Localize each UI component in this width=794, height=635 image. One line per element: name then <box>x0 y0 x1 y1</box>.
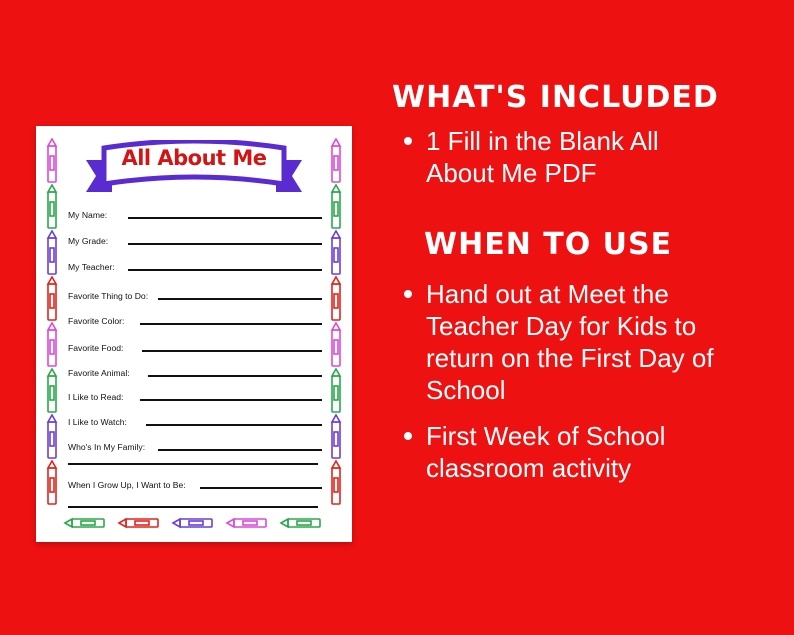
field-label: My Name: <box>68 210 108 220</box>
whats-included-heading: WHAT'S INCLUDED <box>392 80 719 115</box>
when-to-use-item <box>392 278 772 406</box>
field-row-family <box>68 438 322 452</box>
bullet-icon <box>404 432 412 440</box>
fill-line[interactable] <box>146 424 322 426</box>
fill-line[interactable] <box>200 487 322 489</box>
fill-line[interactable] <box>148 375 322 377</box>
field-row-name <box>68 206 322 220</box>
field-row-grow-up <box>68 476 322 490</box>
field-row-like-to-read <box>68 388 322 402</box>
field-row-like-to-watch <box>68 413 322 427</box>
crayon-border-bottom <box>60 516 330 530</box>
included-item-text: 1 Fill in the Blank All About Me PDF <box>426 126 659 188</box>
fill-line[interactable] <box>128 217 322 219</box>
field-row-grade <box>68 232 322 246</box>
fill-line[interactable] <box>142 350 322 352</box>
included-item <box>392 125 772 189</box>
field-row-favorite-thing <box>68 287 322 301</box>
field-label: Favorite Color: <box>68 316 125 326</box>
field-row-favorite-color <box>68 312 322 326</box>
fill-line-extra[interactable] <box>68 506 318 508</box>
fill-line[interactable] <box>158 449 322 451</box>
bullet-icon <box>404 290 412 298</box>
fill-line-extra[interactable] <box>68 463 318 465</box>
field-label: Favorite Food: <box>68 343 124 353</box>
worksheet-preview <box>36 126 352 542</box>
crayon-border-left <box>46 138 58 514</box>
field-row-favorite-animal <box>68 364 322 378</box>
field-label: My Grade: <box>68 236 109 246</box>
fill-line[interactable] <box>140 399 322 401</box>
field-label: I Like to Read: <box>68 392 124 402</box>
when-to-use-item <box>392 420 772 484</box>
when-to-use-item-text: Hand out at Meet the Teacher Day for Kids to return on the First Day of School <box>426 279 714 405</box>
field-row-favorite-food <box>68 339 322 353</box>
worksheet-title: All About Me <box>121 146 267 170</box>
fill-line[interactable] <box>140 323 322 325</box>
when-to-use-heading: WHEN TO USE <box>424 227 673 262</box>
field-label: Favorite Animal: <box>68 368 130 378</box>
description-panel <box>392 80 772 484</box>
bullet-icon <box>404 137 412 145</box>
fill-line[interactable] <box>128 269 322 271</box>
crayon-border-right <box>330 138 342 514</box>
field-label: My Teacher: <box>68 262 115 272</box>
field-label: I Like to Watch: <box>68 417 127 427</box>
fill-line[interactable] <box>128 243 322 245</box>
field-label: When I Grow Up, I Want to Be: <box>68 480 186 490</box>
fill-line[interactable] <box>158 298 322 300</box>
when-to-use-item-text: First Week of School classroom activity <box>426 421 666 483</box>
field-label: Who's In My Family: <box>68 442 146 452</box>
field-row-teacher <box>68 258 322 272</box>
field-label: Favorite Thing to Do: <box>68 291 149 301</box>
